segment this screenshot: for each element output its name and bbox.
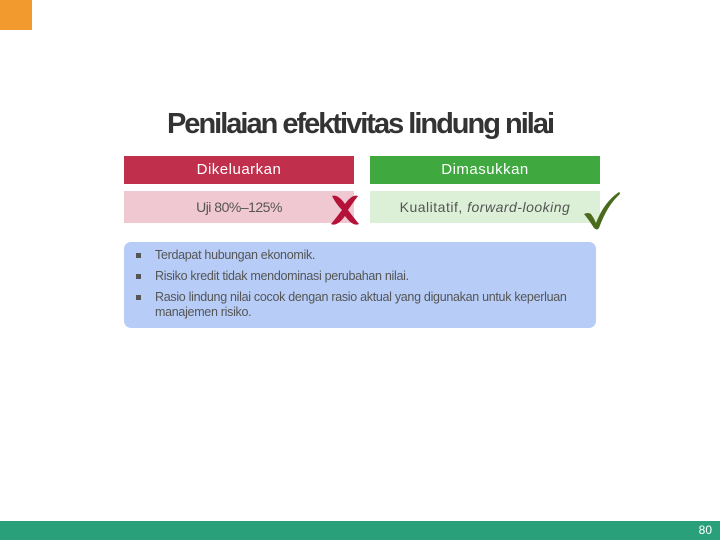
criteria-list: [136, 248, 582, 320]
list-item-text: Rasio lindung nilai cocok dengan rasio aktual yang digunakan untuk keperluan manajemen risiko.: [155, 290, 567, 319]
bullet-icon: [136, 274, 141, 279]
list-item: [136, 290, 582, 320]
bullet-icon: [136, 253, 141, 258]
list-item-text: Risiko kredit tidak mendominasi perubahan nilai.: [155, 269, 409, 283]
criteria-panel: [124, 242, 596, 328]
included-detail-italic: forward-looking: [467, 199, 571, 215]
excluded-header: Dikeluarkan: [124, 156, 354, 184]
included-detail: [370, 191, 600, 223]
footer-bar: [0, 521, 720, 540]
slide-title: Penilaian efektivitas lindung nilai: [166, 108, 554, 140]
list-item: [136, 248, 582, 263]
included-header: Dimasukkan: [370, 156, 600, 184]
cross-icon: [328, 192, 362, 228]
excluded-detail: Uji 80%–125%: [124, 191, 354, 223]
list-item-text: Terdapat hubungan ekonomik.: [155, 248, 316, 262]
bullet-icon: [136, 295, 141, 300]
page-number: 80: [698, 523, 712, 537]
included-detail-plain: Kualitatif,: [399, 199, 468, 215]
list-item: [136, 269, 582, 284]
corner-accent: [0, 0, 32, 30]
check-icon: [582, 190, 622, 232]
